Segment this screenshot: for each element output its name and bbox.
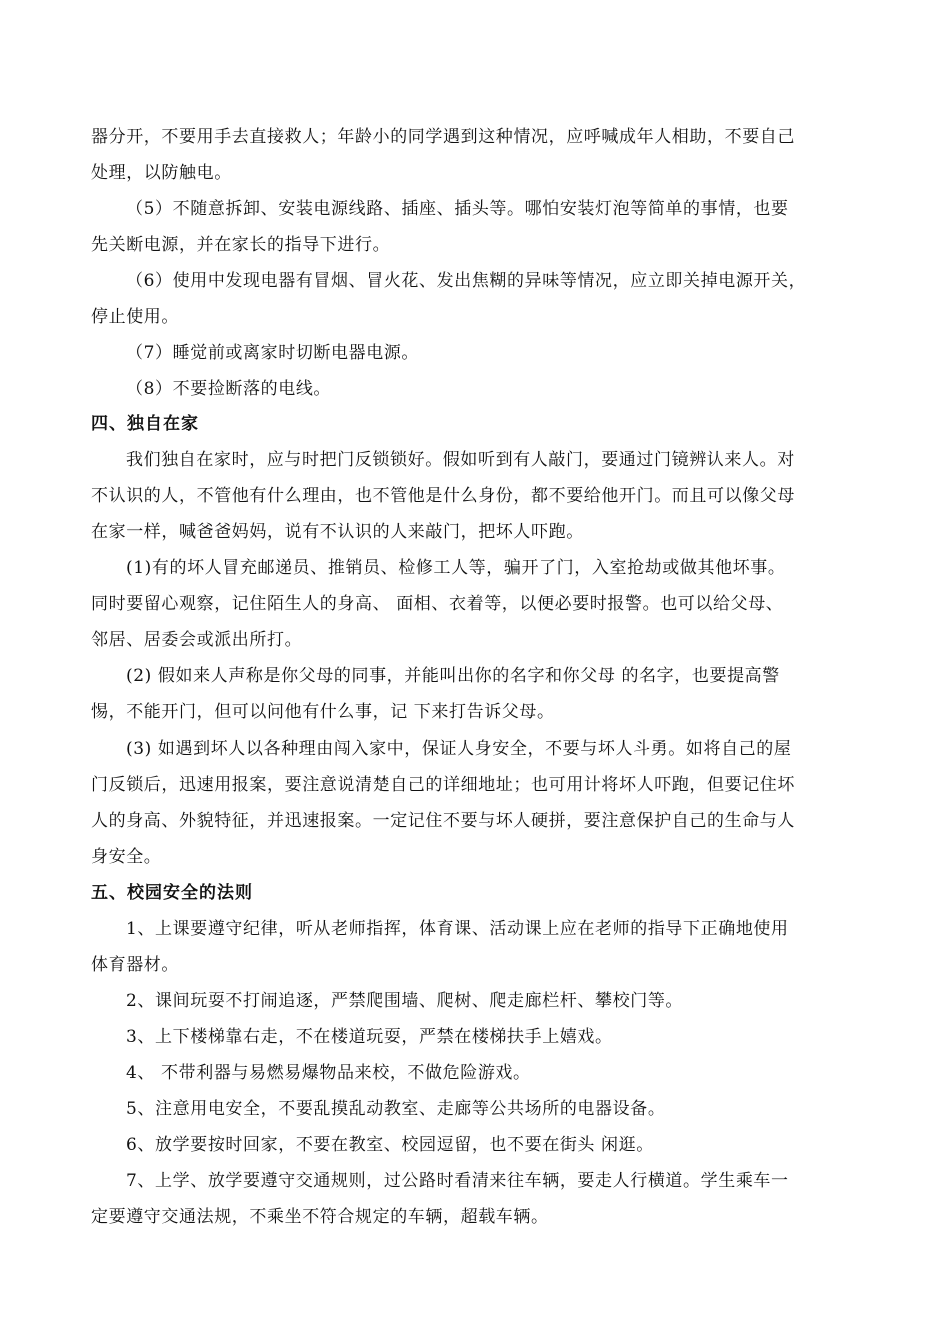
paragraph-line: （5）不随意拆卸、安装电源线路、插座、插头等。哪怕安装灯泡等简单的事情，也要: [126, 199, 789, 219]
paragraph-line: 同时要留心观察，记住陌生人的身高、 面相、衣着等，以便必要时报警。也可以给父母、: [91, 594, 784, 614]
paragraph-line: 人的身高、外貌特征，并迅速报案。一定记住不要与坏人硬拼，要注意保护自己的生命与人: [91, 811, 795, 831]
paragraph-line: 我们独自在家时，应与时把门反锁锁好。假如听到有人敲门，要通过门镜辨认来人。对: [126, 450, 795, 470]
paragraph-line: 1、上课要遵守纪律，听从老师指挥，体育课、活动课上应在老师的指导下正确地使用: [126, 919, 789, 939]
paragraph-line: 先关断电源，并在家长的指导下进行。: [91, 235, 391, 255]
paragraph-line: (3) 如遇到坏人以各种理由闯入家中，保证人身安全，不要与坏人斗勇。如将自己的屋: [126, 739, 792, 759]
paragraph-line: 7、上学、放学要遵守交通规则，过公路时看清来往车辆，要走人行横道。学生乘车一: [126, 1171, 789, 1191]
paragraph-line: 在家一样，喊爸爸妈妈，说有不认识的人来敲门，把坏人吓跑。: [91, 522, 584, 542]
paragraph-line: 门反锁后，迅速用报案，要注意说清楚自己的详细地址；也可用计将坏人吓跑，但要记住坏: [91, 775, 795, 795]
paragraph-line: 身安全。: [91, 847, 162, 867]
paragraph-line: (1)有的坏人冒充邮递员、推销员、检修工人等，骗开了门，入室抢劫或做其他坏事。: [126, 558, 786, 578]
paragraph-line: （8）不要捡断落的电线。: [126, 379, 332, 399]
paragraph-line: （7）睡觉前或离家时切断电器电源。: [126, 343, 420, 363]
paragraph-line: 惕，不能开门，但可以问他有什么事，记 下来打告诉父母。: [91, 702, 555, 722]
section-heading: 四、独自在家: [91, 414, 199, 434]
paragraph-line: （6）使用中发现电器有冒烟、冒火花、发出焦糊的异味等情况，应立即关掉电源开关，: [126, 271, 807, 291]
paragraph-line: 处理，以防触电。: [91, 163, 232, 183]
paragraph-line: 器分开，不要用手去直接救人；年龄小的同学遇到这种情况，应呼喊成年人相助，不要自己: [91, 127, 795, 147]
paragraph-line: 邻居、居委会或派出所打。: [91, 630, 303, 650]
paragraph-line: 5、注意用电安全，不要乱摸乱动教室、走廊等公共场所的电器设备。: [126, 1099, 666, 1119]
paragraph-line: 2、课间玩耍不打闹追逐，严禁爬围墙、爬树、爬走廊栏杆、攀校门等。: [126, 991, 684, 1011]
paragraph-line: 3、上下楼梯靠右走，不在楼道玩耍，严禁在楼梯扶手上嬉戏。: [126, 1027, 613, 1047]
paragraph-line: 4、 不带利器与易燃易爆物品来校，不做危险游戏。: [126, 1063, 531, 1083]
paragraph-line: (2) 假如来人声称是你父母的同事，并能叫出你的名字和你父母 的名字，也要提高警: [126, 666, 780, 686]
section-heading: 五、校园安全的法则: [91, 883, 253, 903]
paragraph-line: 定要遵守交通法规，不乘坐不符合规定的车辆，超载车辆。: [91, 1207, 549, 1227]
paragraph-line: 6、放学要按时回家，不要在教室、校园逗留，也不要在街头 闲逛。: [126, 1135, 654, 1155]
paragraph-line: 不认识的人，不管他有什么理由，也不管他是什么身份，都不要给他开门。而且可以像父母: [91, 486, 795, 506]
paragraph-line: 体育器材。: [91, 955, 179, 975]
paragraph-line: 停止使用。: [91, 307, 179, 327]
